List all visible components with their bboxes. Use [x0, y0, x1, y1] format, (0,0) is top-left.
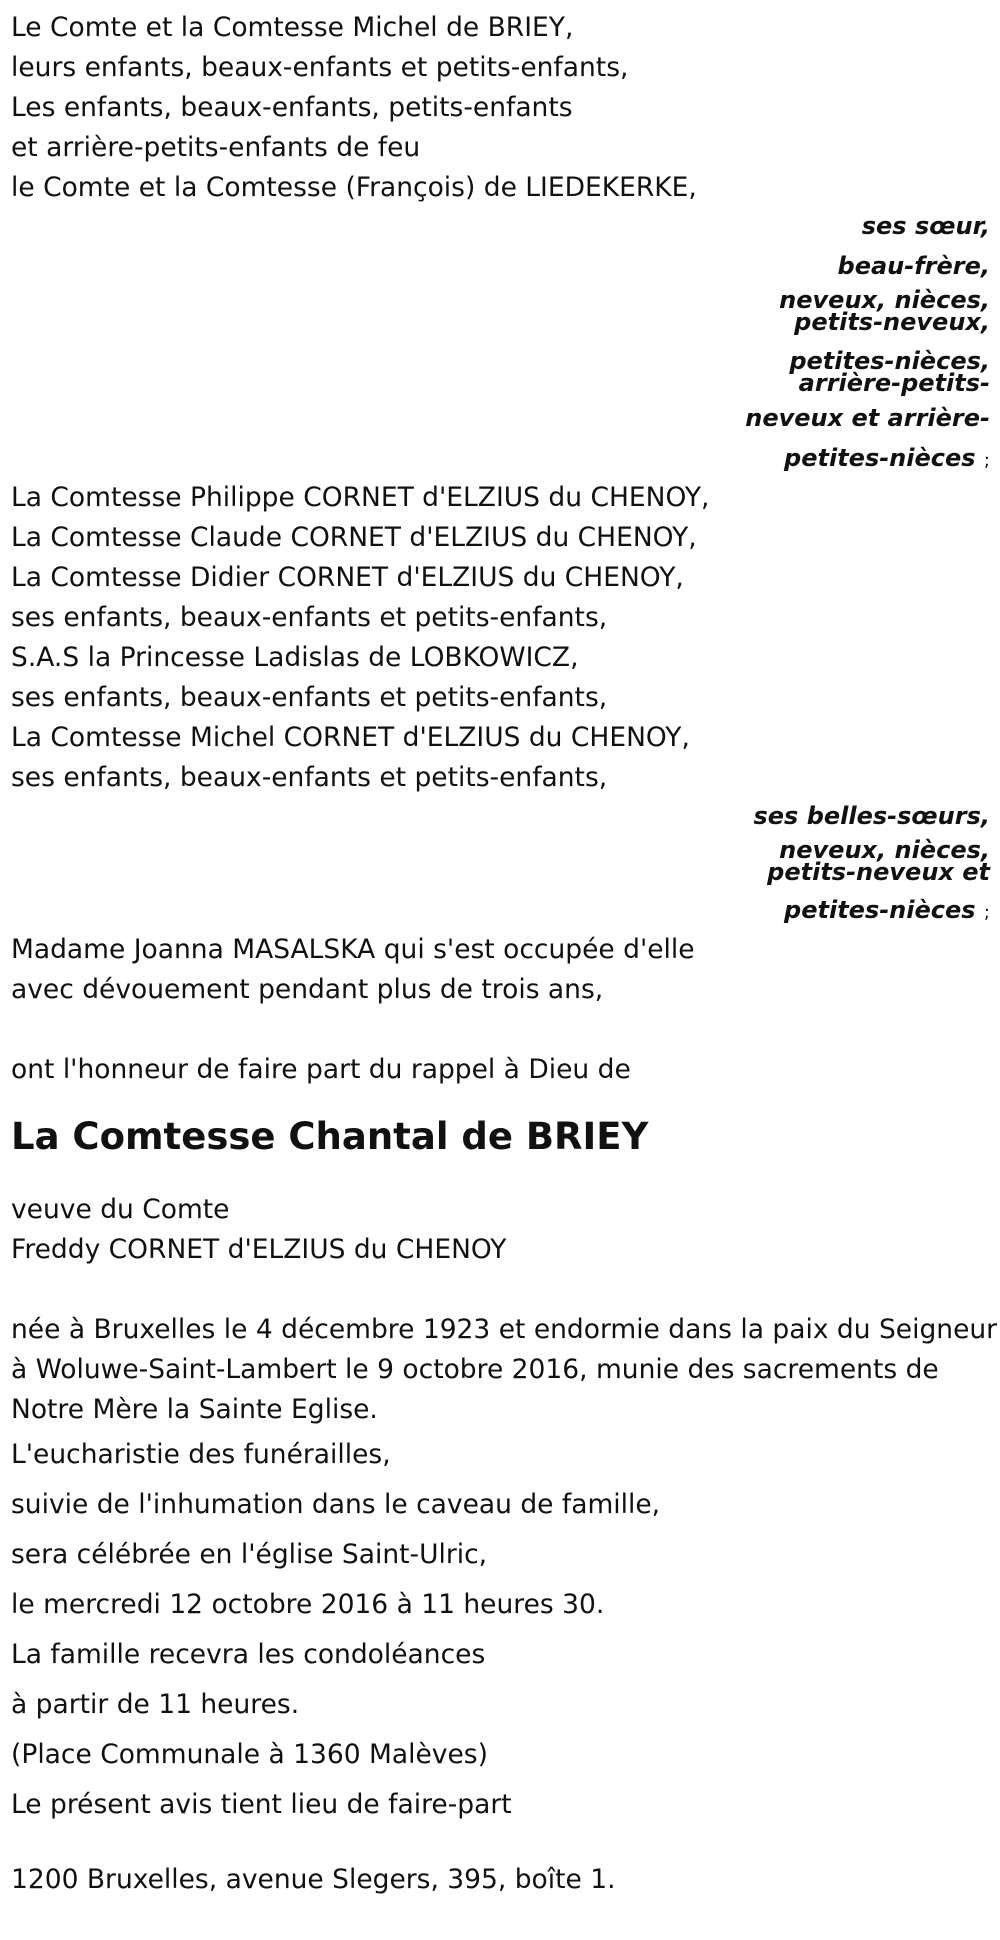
birth-death-line: née à Bruxelles le 4 décembre 1923 et endormie dans la paix du Seigneur — [11, 1314, 998, 1345]
funeral-line: à partir de 11 heures. — [11, 1689, 300, 1720]
relation-line: ses belles-sœurs, — [753, 802, 990, 830]
family-line: La Comtesse Michel CORNET d'ELZIUS du CHENOY, — [11, 722, 690, 753]
widow-line: veuve du Comte — [11, 1194, 230, 1225]
relation-text: petites-nièces — [784, 444, 976, 472]
family-group-2 — [11, 478, 991, 798]
relation-line: arrière-petits- — [798, 369, 990, 397]
relation-line: ses sœur, — [861, 212, 990, 240]
relation-line-last — [11, 890, 990, 930]
family-line: La Comtesse Claude CORNET d'ELZIUS du CHENOY, — [11, 522, 697, 553]
relation-line: neveux, nièces, — [779, 286, 990, 314]
terminator: ; — [983, 450, 990, 471]
family-group-1 — [11, 8, 991, 208]
relation-line: petits-neveux, — [794, 308, 990, 336]
widow-of-block — [11, 1190, 991, 1270]
funeral-line: (Place Communale à 1360 Malèves) — [11, 1739, 488, 1770]
birth-death-line: à Woluwe-Saint-Lambert le 9 octobre 2016, munie des sacrements de — [11, 1354, 939, 1385]
terminator: ; — [983, 902, 990, 923]
relation-line: petites-nièces, — [789, 347, 990, 375]
caregiver-block — [11, 930, 991, 1010]
funeral-line: La famille recevra les condoléances — [11, 1639, 486, 1670]
family-line: et arrière-petits-enfants de feu — [11, 132, 421, 163]
caregiver-line: Madame Joanna MASALSKA qui s'est occupée d'elle — [11, 934, 695, 965]
announcement-text: ont l'honneur de faire part du rappel à Dieu de — [11, 1054, 631, 1085]
family-line: La Comtesse Philippe CORNET d'ELZIUS du CHENOY, — [11, 482, 710, 513]
birth-death-block — [11, 1310, 998, 1430]
relation-text: petites-nièces — [784, 896, 976, 924]
birth-death-line: Notre Mère la Sainte Eglise. — [11, 1394, 378, 1425]
widow-line: Freddy CORNET d'ELZIUS du CHENOY — [11, 1234, 507, 1265]
caregiver-line: avec dévouement pendant plus de trois ans, — [11, 974, 604, 1005]
family-line: Le Comte et la Comtesse Michel de BRIEY, — [11, 12, 574, 43]
relation-line: beau-frère, — [837, 252, 990, 280]
funeral-line: Le présent avis tient lieu de faire-part — [11, 1789, 512, 1820]
family-group-2-relations — [11, 796, 991, 930]
family-line: leurs enfants, beaux-enfants et petits-enfants, — [11, 52, 629, 83]
family-line: le Comte et la Comtesse (François) de LIEDEKERKE, — [11, 172, 697, 203]
funeral-line: le mercredi 12 octobre 2016 à 11 heures 30. — [11, 1589, 605, 1620]
address-text: 1200 Bruxelles, avenue Slegers, 395, boîte 1. — [11, 1864, 616, 1895]
family-line: ses enfants, beaux-enfants et petits-enfants, — [11, 682, 608, 713]
family-line: Les enfants, beaux-enfants, petits-enfants — [11, 92, 573, 123]
funeral-line: suivie de l'inhumation dans le caveau de famille, — [11, 1489, 661, 1520]
funeral-line: sera célébrée en l'église Saint-Ulric, — [11, 1539, 488, 1570]
relation-line: neveux et arrière- — [745, 404, 990, 432]
family-line: ses enfants, beaux-enfants et petits-enfants, — [11, 602, 608, 633]
family-group-1-relations — [11, 206, 991, 478]
family-line: La Comtesse Didier CORNET d'ELZIUS du CHENOY, — [11, 562, 684, 593]
relation-line: neveux, nièces, — [779, 836, 990, 864]
funeral-line: L'eucharistie des funérailles, — [11, 1439, 391, 1470]
family-line: S.A.S la Princesse Ladislas de LOBKOWICZ, — [11, 642, 579, 673]
family-line: ses enfants, beaux-enfants et petits-enfants, — [11, 762, 608, 793]
obituary-notice — [11, 8, 998, 1900]
funeral-block — [11, 1430, 991, 1830]
relation-line: petits-neveux et — [767, 858, 990, 886]
relation-line-last — [11, 438, 990, 478]
deceased-name: La Comtesse Chantal de BRIEY — [11, 1115, 649, 1158]
